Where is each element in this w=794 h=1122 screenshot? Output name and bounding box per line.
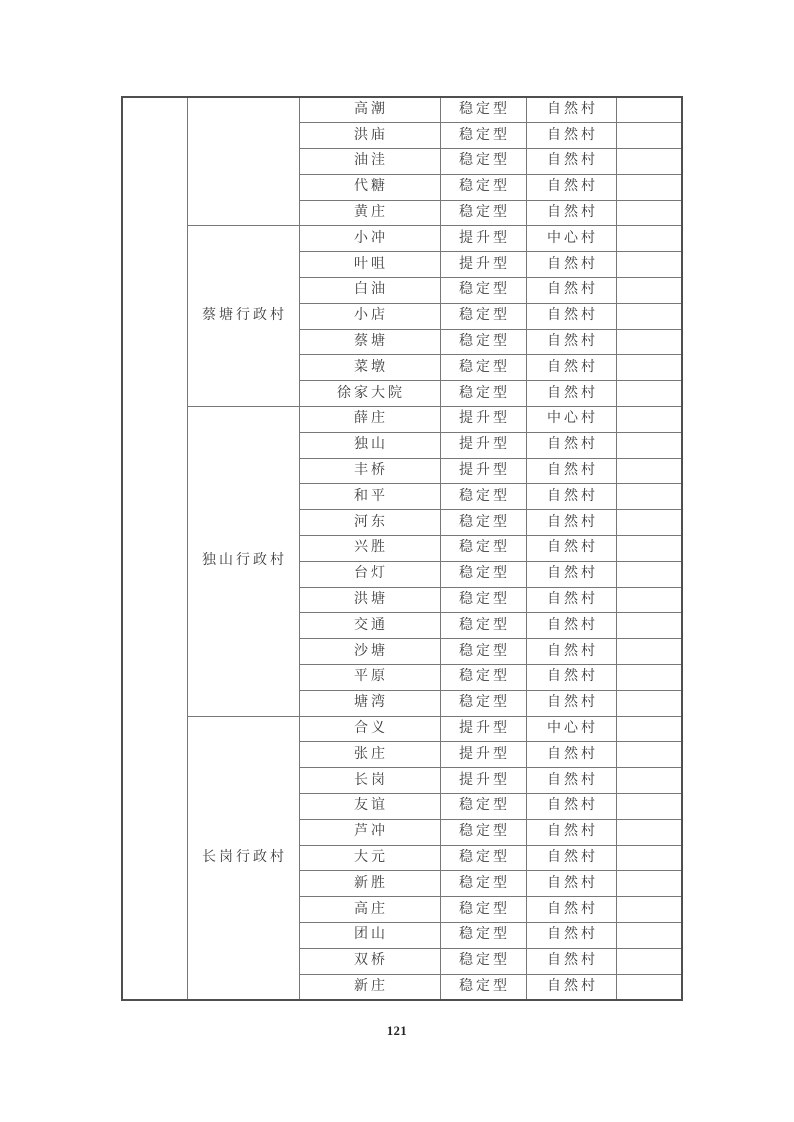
- village-category-cell: 自然村: [526, 174, 616, 200]
- remarks-cell: [616, 432, 682, 458]
- village-category-cell: 自然村: [526, 845, 616, 871]
- village-type-cell: 提升型: [440, 432, 526, 458]
- village-category-cell: 自然村: [526, 768, 616, 794]
- village-category-cell: 自然村: [526, 948, 616, 974]
- village-name-cell: 双桥: [299, 948, 440, 974]
- village-type-cell: 稳定型: [440, 123, 526, 149]
- admin-village-cell: [187, 97, 299, 226]
- village-category-cell: 自然村: [526, 536, 616, 562]
- village-type-cell: 稳定型: [440, 174, 526, 200]
- village-category-cell: 自然村: [526, 278, 616, 304]
- table-body: [122, 97, 682, 1000]
- remarks-cell: [616, 174, 682, 200]
- village-type-cell: 稳定型: [440, 200, 526, 226]
- remarks-cell: [616, 665, 682, 691]
- village-category-cell: 中心村: [526, 716, 616, 742]
- remarks-cell: [616, 690, 682, 716]
- village-name-cell: 黄庄: [299, 200, 440, 226]
- village-type-cell: 稳定型: [440, 794, 526, 820]
- remarks-cell: [616, 948, 682, 974]
- village-name-cell: 合义: [299, 716, 440, 742]
- village-name-cell: 小店: [299, 303, 440, 329]
- village-type-cell: 稳定型: [440, 923, 526, 949]
- remarks-cell: [616, 278, 682, 304]
- village-type-cell: 稳定型: [440, 974, 526, 1000]
- village-name-cell: 交通: [299, 613, 440, 639]
- table-row: [122, 97, 682, 123]
- village-category-cell: 自然村: [526, 432, 616, 458]
- admin-village-cell: 长岗行政村: [187, 716, 299, 1000]
- village-type-cell: 稳定型: [440, 536, 526, 562]
- village-name-cell: 新庄: [299, 974, 440, 1000]
- remarks-cell: [616, 536, 682, 562]
- remarks-cell: [616, 149, 682, 175]
- village-category-cell: 自然村: [526, 897, 616, 923]
- village-name-cell: 薛庄: [299, 407, 440, 433]
- remarks-cell: [616, 381, 682, 407]
- village-name-cell: 平原: [299, 665, 440, 691]
- village-type-cell: 稳定型: [440, 819, 526, 845]
- village-category-cell: 自然村: [526, 742, 616, 768]
- village-type-cell: 提升型: [440, 407, 526, 433]
- village-name-cell: 白油: [299, 278, 440, 304]
- village-type-cell: 稳定型: [440, 613, 526, 639]
- remarks-cell: [616, 200, 682, 226]
- village-category-cell: 中心村: [526, 226, 616, 252]
- table-row: [122, 716, 682, 742]
- village-category-cell: 自然村: [526, 561, 616, 587]
- village-type-cell: 提升型: [440, 716, 526, 742]
- remarks-cell: [616, 123, 682, 149]
- village-category-cell: 自然村: [526, 974, 616, 1000]
- village-category-cell: 自然村: [526, 794, 616, 820]
- remarks-cell: [616, 587, 682, 613]
- village-name-cell: 洪塘: [299, 587, 440, 613]
- village-type-cell: 稳定型: [440, 587, 526, 613]
- remarks-cell: [616, 510, 682, 536]
- remarks-cell: [616, 561, 682, 587]
- village-category-cell: 中心村: [526, 407, 616, 433]
- village-category-cell: 自然村: [526, 355, 616, 381]
- village-name-cell: 长岗: [299, 768, 440, 794]
- remarks-cell: [616, 639, 682, 665]
- village-name-cell: 台灯: [299, 561, 440, 587]
- village-name-cell: 塘湾: [299, 690, 440, 716]
- village-type-cell: 稳定型: [440, 690, 526, 716]
- village-name-cell: 芦冲: [299, 819, 440, 845]
- village-type-cell: 稳定型: [440, 665, 526, 691]
- village-category-cell: 自然村: [526, 613, 616, 639]
- village-category-cell: 自然村: [526, 665, 616, 691]
- village-classification-table: [121, 96, 683, 1001]
- village-type-cell: 提升型: [440, 458, 526, 484]
- remarks-cell: [616, 923, 682, 949]
- village-name-cell: 菜墩: [299, 355, 440, 381]
- village-category-cell: 自然村: [526, 97, 616, 123]
- village-name-cell: 洪庙: [299, 123, 440, 149]
- village-category-cell: 自然村: [526, 329, 616, 355]
- table-row: [122, 226, 682, 252]
- village-name-cell: 和平: [299, 484, 440, 510]
- village-name-cell: 张庄: [299, 742, 440, 768]
- village-name-cell: 小冲: [299, 226, 440, 252]
- admin-village-cell: 蔡塘行政村: [187, 226, 299, 407]
- village-name-cell: 兴胜: [299, 536, 440, 562]
- village-type-cell: 稳定型: [440, 329, 526, 355]
- village-name-cell: 团山: [299, 923, 440, 949]
- village-name-cell: 新胜: [299, 871, 440, 897]
- village-type-cell: 稳定型: [440, 278, 526, 304]
- village-category-cell: 自然村: [526, 819, 616, 845]
- village-category-cell: 自然村: [526, 149, 616, 175]
- village-category-cell: 自然村: [526, 871, 616, 897]
- remarks-cell: [616, 897, 682, 923]
- village-category-cell: 自然村: [526, 200, 616, 226]
- village-category-cell: 自然村: [526, 484, 616, 510]
- village-type-cell: 稳定型: [440, 897, 526, 923]
- village-category-cell: 自然村: [526, 303, 616, 329]
- village-category-cell: 自然村: [526, 639, 616, 665]
- remarks-cell: [616, 845, 682, 871]
- village-name-cell: 叶咀: [299, 252, 440, 278]
- village-name-cell: 友谊: [299, 794, 440, 820]
- village-type-cell: 稳定型: [440, 845, 526, 871]
- village-type-cell: 稳定型: [440, 381, 526, 407]
- remarks-cell: [616, 794, 682, 820]
- village-name-cell: 大元: [299, 845, 440, 871]
- remarks-cell: [616, 484, 682, 510]
- remarks-cell: [616, 355, 682, 381]
- village-type-cell: 稳定型: [440, 948, 526, 974]
- village-type-cell: 稳定型: [440, 639, 526, 665]
- remarks-cell: [616, 716, 682, 742]
- remarks-cell: [616, 613, 682, 639]
- village-type-cell: 稳定型: [440, 871, 526, 897]
- village-category-cell: 自然村: [526, 252, 616, 278]
- remarks-cell: [616, 819, 682, 845]
- remarks-cell: [616, 252, 682, 278]
- village-name-cell: 油洼: [299, 149, 440, 175]
- village-name-cell: 沙塘: [299, 639, 440, 665]
- village-name-cell: 河东: [299, 510, 440, 536]
- remarks-cell: [616, 871, 682, 897]
- remarks-cell: [616, 97, 682, 123]
- remarks-cell: [616, 458, 682, 484]
- village-category-cell: 自然村: [526, 123, 616, 149]
- remarks-cell: [616, 407, 682, 433]
- remarks-cell: [616, 303, 682, 329]
- page-number: 121: [386, 1024, 408, 1038]
- table-row: [122, 407, 682, 433]
- village-name-cell: 徐家大院: [299, 381, 440, 407]
- village-type-cell: 稳定型: [440, 149, 526, 175]
- admin-village-cell: 独山行政村: [187, 407, 299, 717]
- left-margin-cell: [122, 97, 187, 1000]
- village-name-cell: 蔡塘: [299, 329, 440, 355]
- village-type-cell: 稳定型: [440, 97, 526, 123]
- village-type-cell: 稳定型: [440, 303, 526, 329]
- village-category-cell: 自然村: [526, 510, 616, 536]
- remarks-cell: [616, 974, 682, 1000]
- village-category-cell: 自然村: [526, 587, 616, 613]
- village-type-cell: 稳定型: [440, 561, 526, 587]
- village-category-cell: 自然村: [526, 381, 616, 407]
- village-name-cell: 代糖: [299, 174, 440, 200]
- village-type-cell: 提升型: [440, 252, 526, 278]
- village-name-cell: 独山: [299, 432, 440, 458]
- village-type-cell: 提升型: [440, 226, 526, 252]
- village-name-cell: 丰桥: [299, 458, 440, 484]
- village-type-cell: 提升型: [440, 742, 526, 768]
- remarks-cell: [616, 768, 682, 794]
- village-type-cell: 稳定型: [440, 484, 526, 510]
- village-type-cell: 稳定型: [440, 355, 526, 381]
- village-type-cell: 稳定型: [440, 510, 526, 536]
- village-category-cell: 自然村: [526, 923, 616, 949]
- village-category-cell: 自然村: [526, 690, 616, 716]
- village-type-cell: 提升型: [440, 768, 526, 794]
- village-category-cell: 自然村: [526, 458, 616, 484]
- village-name-cell: 高潮: [299, 97, 440, 123]
- remarks-cell: [616, 742, 682, 768]
- village-name-cell: 高庄: [299, 897, 440, 923]
- remarks-cell: [616, 226, 682, 252]
- remarks-cell: [616, 329, 682, 355]
